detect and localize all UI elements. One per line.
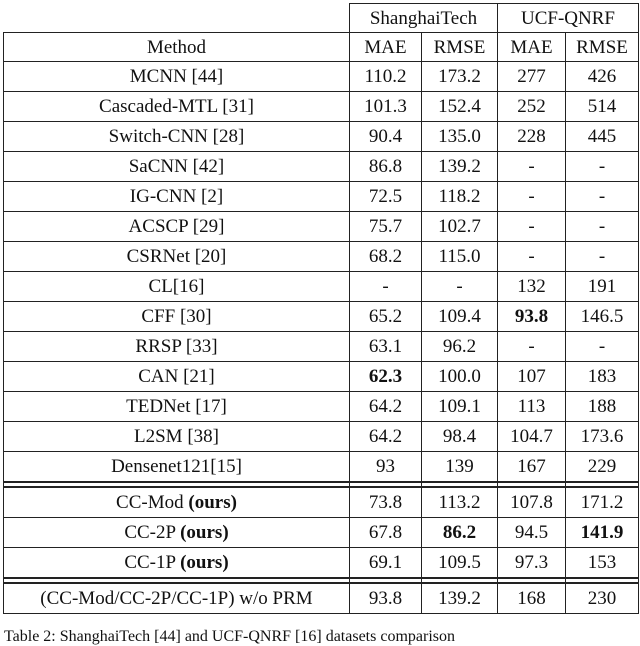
table-row bbox=[4, 152, 639, 182]
value-cell bbox=[566, 518, 639, 548]
value-cell: 139 bbox=[422, 452, 498, 483]
value-cell: 118.2 bbox=[422, 182, 498, 212]
table-row-ours bbox=[4, 518, 639, 548]
value-cell: 107 bbox=[498, 362, 566, 392]
value-cell: 252 bbox=[498, 92, 566, 122]
value-cell: 173.6 bbox=[566, 422, 639, 452]
best-value: 93.8 bbox=[514, 306, 549, 327]
value-cell: 173.2 bbox=[422, 62, 498, 92]
value-cell: 135.0 bbox=[422, 122, 498, 152]
results-table bbox=[3, 3, 639, 614]
value-cell: 67.8 bbox=[350, 518, 422, 548]
value-cell: 113 bbox=[498, 392, 566, 422]
table-row bbox=[4, 422, 639, 452]
value-cell: - bbox=[498, 152, 566, 182]
method-cell: CAN [21] bbox=[4, 362, 350, 392]
value-cell: 183 bbox=[566, 362, 639, 392]
value-cell: - bbox=[498, 182, 566, 212]
table-row bbox=[4, 212, 639, 242]
method-cell: Densenet121[15] bbox=[4, 452, 350, 483]
method-cell: IG-CNN [2] bbox=[4, 182, 350, 212]
value-cell: 146.5 bbox=[566, 302, 639, 332]
value-cell: - bbox=[498, 332, 566, 362]
value-cell bbox=[498, 302, 566, 332]
method-cell: SaCNN [42] bbox=[4, 152, 350, 182]
value-cell: 63.1 bbox=[350, 332, 422, 362]
method-cell bbox=[4, 548, 350, 579]
value-cell: 86.8 bbox=[350, 152, 422, 182]
value-cell: 93.8 bbox=[350, 583, 422, 614]
group-header-ucf-qnrf: UCF-QNRF bbox=[498, 4, 639, 33]
value-cell: 107.8 bbox=[498, 487, 566, 518]
method-name: CC-2P bbox=[124, 522, 181, 543]
value-cell: - bbox=[566, 152, 639, 182]
best-value: 62.3 bbox=[368, 366, 403, 387]
value-cell bbox=[350, 362, 422, 392]
best-value: 141.9 bbox=[580, 522, 624, 543]
value-cell: 109.4 bbox=[422, 302, 498, 332]
value-cell: 64.2 bbox=[350, 392, 422, 422]
value-cell: - bbox=[498, 212, 566, 242]
value-cell: 230 bbox=[566, 583, 639, 614]
value-cell: 188 bbox=[566, 392, 639, 422]
value-cell: - bbox=[566, 212, 639, 242]
method-cell: L2SM [38] bbox=[4, 422, 350, 452]
value-cell: 115.0 bbox=[422, 242, 498, 272]
method-cell: CSRNet [20] bbox=[4, 242, 350, 272]
table-row bbox=[4, 452, 639, 483]
value-cell: 109.1 bbox=[422, 392, 498, 422]
value-cell: 514 bbox=[566, 92, 639, 122]
method-name: CC-Mod bbox=[116, 492, 189, 513]
table-row bbox=[4, 302, 639, 332]
value-cell: 153 bbox=[566, 548, 639, 579]
value-cell: 93 bbox=[350, 452, 422, 483]
value-cell: 152.4 bbox=[422, 92, 498, 122]
value-cell: 104.7 bbox=[498, 422, 566, 452]
value-cell: 426 bbox=[566, 62, 639, 92]
value-cell: - bbox=[350, 272, 422, 302]
method-cell: (CC-Mod/CC-2P/CC-1P) w/o PRM bbox=[4, 583, 350, 614]
value-cell: 90.4 bbox=[350, 122, 422, 152]
value-cell: - bbox=[566, 182, 639, 212]
group-header-shanghaitech: ShanghaiTech bbox=[350, 4, 498, 33]
value-cell: 277 bbox=[498, 62, 566, 92]
table-row bbox=[4, 242, 639, 272]
table-row bbox=[4, 362, 639, 392]
column-header-rmse: RMSE bbox=[566, 33, 639, 62]
value-cell: 171.2 bbox=[566, 487, 639, 518]
method-cell: RRSP [33] bbox=[4, 332, 350, 362]
method-cell: ACSCP [29] bbox=[4, 212, 350, 242]
value-cell: 228 bbox=[498, 122, 566, 152]
value-cell: 191 bbox=[566, 272, 639, 302]
value-cell: 96.2 bbox=[422, 332, 498, 362]
value-cell: 168 bbox=[498, 583, 566, 614]
empty-corner-cell bbox=[4, 4, 350, 33]
table-caption: Table 2: ShanghaiTech [44] and UCF-QNRF [16] datasets comparison bbox=[4, 628, 455, 645]
value-cell: - bbox=[498, 242, 566, 272]
value-cell: 64.2 bbox=[350, 422, 422, 452]
value-cell: 101.3 bbox=[350, 92, 422, 122]
value-cell: 73.8 bbox=[350, 487, 422, 518]
method-name: CC-1P bbox=[124, 552, 181, 573]
column-header-mae: MAE bbox=[350, 33, 422, 62]
table-row bbox=[4, 122, 639, 152]
method-cell: Cascaded-MTL [31] bbox=[4, 92, 350, 122]
table-row-ours bbox=[4, 487, 639, 518]
value-cell: 72.5 bbox=[350, 182, 422, 212]
value-cell bbox=[422, 518, 498, 548]
group-header-row bbox=[4, 4, 639, 33]
value-cell: - bbox=[566, 332, 639, 362]
best-value: 86.2 bbox=[442, 522, 477, 543]
table-row bbox=[4, 182, 639, 212]
table-row bbox=[4, 392, 639, 422]
value-cell: 113.2 bbox=[422, 487, 498, 518]
method-cell: CFF [30] bbox=[4, 302, 350, 332]
table-row bbox=[4, 272, 639, 302]
value-cell: 109.5 bbox=[422, 548, 498, 579]
table-row bbox=[4, 332, 639, 362]
value-cell: 445 bbox=[566, 122, 639, 152]
value-cell: 100.0 bbox=[422, 362, 498, 392]
value-cell: 139.2 bbox=[422, 152, 498, 182]
value-cell: 229 bbox=[566, 452, 639, 483]
ours-tag: (ours) bbox=[180, 552, 229, 573]
table-row bbox=[4, 62, 639, 92]
value-cell: 139.2 bbox=[422, 583, 498, 614]
value-cell: 132 bbox=[498, 272, 566, 302]
method-cell: TEDNet [17] bbox=[4, 392, 350, 422]
value-cell: 110.2 bbox=[350, 62, 422, 92]
value-cell: 102.7 bbox=[422, 212, 498, 242]
method-cell: CL[16] bbox=[4, 272, 350, 302]
ours-tag: (ours) bbox=[188, 492, 237, 513]
value-cell: 75.7 bbox=[350, 212, 422, 242]
value-cell: 94.5 bbox=[498, 518, 566, 548]
table-row bbox=[4, 92, 639, 122]
value-cell: - bbox=[422, 272, 498, 302]
method-cell: Switch-CNN [28] bbox=[4, 122, 350, 152]
method-cell bbox=[4, 518, 350, 548]
column-header-method: Method bbox=[4, 33, 350, 62]
value-cell: 65.2 bbox=[350, 302, 422, 332]
value-cell: 98.4 bbox=[422, 422, 498, 452]
ours-tag: (ours) bbox=[180, 522, 229, 543]
method-cell bbox=[4, 487, 350, 518]
value-cell: - bbox=[566, 242, 639, 272]
value-cell: 68.2 bbox=[350, 242, 422, 272]
value-cell: 167 bbox=[498, 452, 566, 483]
value-cell: 97.3 bbox=[498, 548, 566, 579]
table-row-ours bbox=[4, 548, 639, 579]
value-cell: 69.1 bbox=[350, 548, 422, 579]
method-cell: MCNN [44] bbox=[4, 62, 350, 92]
column-header-mae: MAE bbox=[498, 33, 566, 62]
column-header-row bbox=[4, 33, 639, 62]
column-header-rmse: RMSE bbox=[422, 33, 498, 62]
table-row-ablation bbox=[4, 583, 639, 614]
